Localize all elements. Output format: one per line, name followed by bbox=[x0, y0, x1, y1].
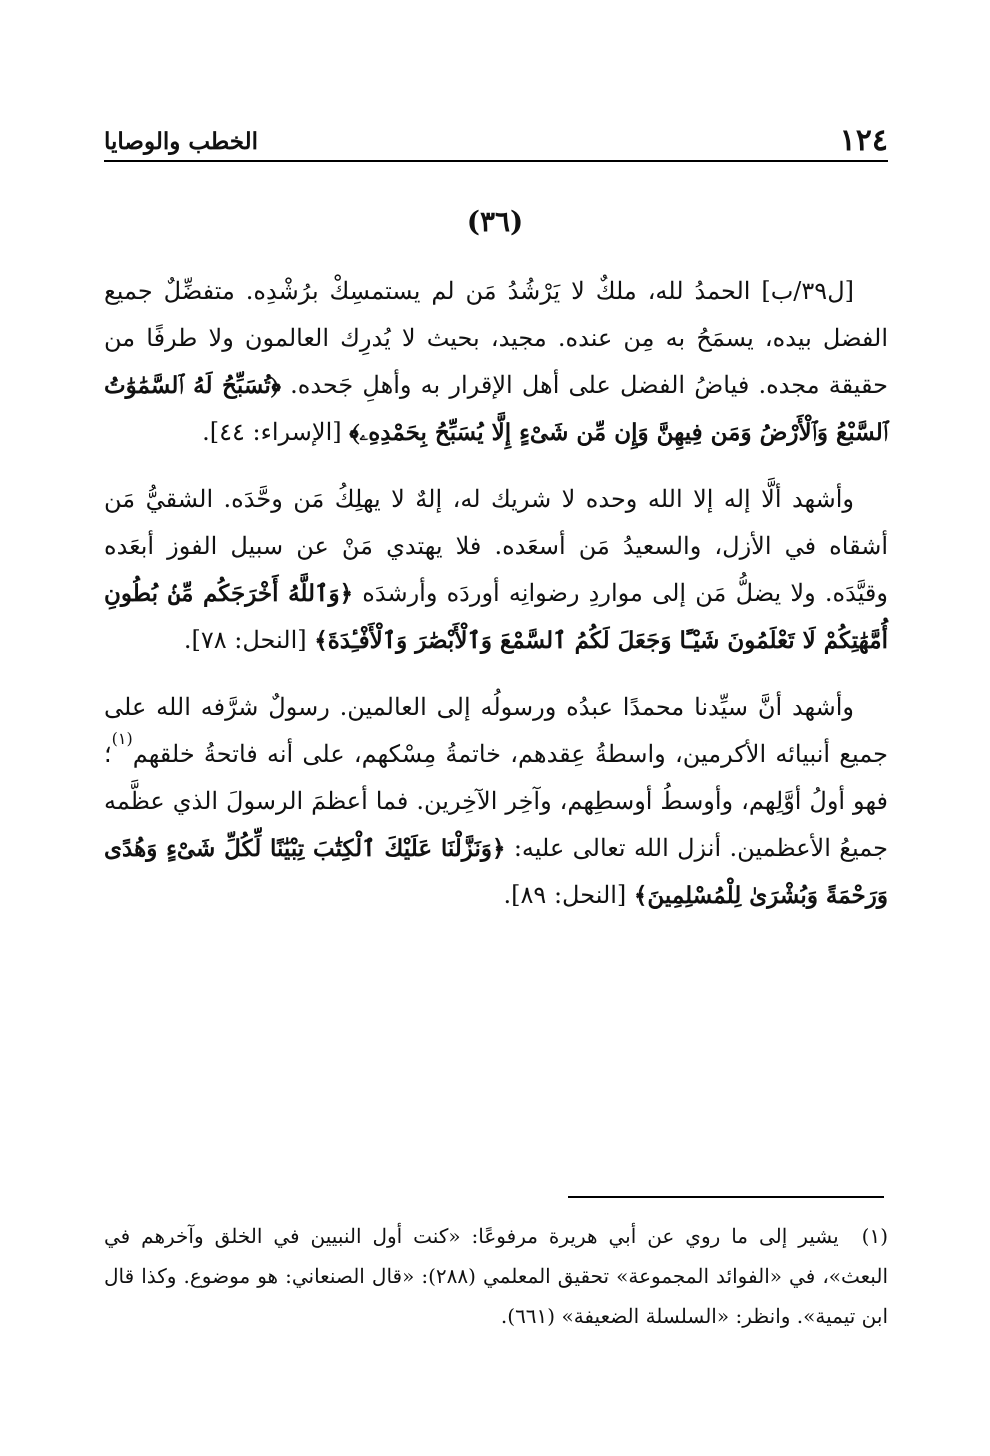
verse-reference-2: [النحل: ٧٨]. bbox=[183, 626, 307, 654]
section-number: (٣٦) bbox=[466, 205, 524, 238]
paragraph-2 bbox=[104, 476, 888, 664]
paragraph-2-text: وأشهد ألَّا إله إلا الله وحده لا شريك له، إلهٌ لا يهلِكُ مَن وحَّدَه. الشقيُّ مَن أشقاه في الأزل، والسعيدُ مَن أسعَده. فلا يهتدي مَنْ عن سبيل الفوز أبعَده وقيَّدَه. ولا يضلُّ مَن إلى مواردِ رضوانِه أوردَه وأرشدَه bbox=[104, 485, 888, 607]
quran-verse-2: ﴿وَٱللَّهُ أَخْرَجَكُم مِّنۢ بُطُونِ أُمَّهَٰتِكُمْ لَا تَعْلَمُونَ شَيْـًٔا وَجَعَلَ لَكُمُ ٱلسَّمْعَ وَٱلْأَبْصَٰرَ وَٱلْأَفْـِٔدَةَ﴾ bbox=[104, 580, 888, 654]
book-title: الخطب والوصايا bbox=[104, 128, 259, 155]
page-number: ١٢٤ bbox=[839, 123, 888, 158]
footnote-reference[interactable]: (١) bbox=[111, 729, 133, 748]
verse-reference-3: [النحل: ٨٩]. bbox=[503, 881, 627, 909]
header-rule bbox=[104, 160, 888, 162]
footnote bbox=[104, 1216, 888, 1336]
quran-verse-3: ﴿وَنَزَّلْنَا عَلَيْكَ ٱلْكِتَٰبَ تِبْيَٰنًا لِّكُلِّ شَىْءٍ وَهُدًى وَرَحْمَةً وَبُشْرَىٰ لِلْمُسْلِمِينَ﴾ bbox=[104, 835, 888, 909]
footnote-marker: (١) bbox=[861, 1224, 888, 1248]
paragraph-3-text-after: ؛ فهو أولُ أوَّلِهم، وأوسطُ أوسطِهم، وآخِر الآخِرين. فما أعظمَ الرسولَ الذي عظَّمه جميعُ الأعظمين. أنزل الله تعالى عليه: bbox=[104, 740, 888, 862]
running-header bbox=[104, 123, 888, 160]
footnote-text: يشير إلى ما روي عن أبي هريرة مرفوعًا: «كنت أول النبيين في الخلق وآخرهم في البعث»، في «الفوائد المجموعة» تحقيق المعلمي (٢٨٨): «قال الصنعاني: هو موضوع. وكذا قال ابن تيمية». وانظر: «السلسلة الضعيفة» (٦٦١). bbox=[104, 1224, 888, 1328]
main-text bbox=[104, 268, 888, 939]
quran-verse-1: ﴿تُسَبِّحُ لَهُ ٱلسَّمَٰوَٰتُ ٱلسَّبْعُ وَٱلْأَرْضُ وَمَن فِيهِنَّ وَإِن مِّن شَىْءٍ إِلَّا يُسَبِّحُ بِحَمْدِهِۦ﴾ bbox=[104, 372, 888, 446]
paragraph-1 bbox=[104, 268, 888, 456]
paragraph-3-text-before: وأشهد أنَّ سيِّدنا محمدًا عبدُه ورسولُه إلى العالمين. رسولٌ شرَّفه الله على جميع أنبيائه الأكرمين، واسطةُ عِقدهم، خاتمةُ مِسْكهم، على أنه فاتحةُ خلقهم bbox=[104, 693, 888, 768]
footnote-divider bbox=[568, 1196, 884, 1198]
paragraph-1-text: [ل٣٩/ب] الحمدُ لله، ملكٌ لا يَرْشُدُ مَن لم يستمسِكْ برُشْدِه. متفضِّلٌ جميع الفضل بيده، يسمَحُ به مِن عنده. مجيد، بحيث لا يُدرِك العالمون ولا طرفًا من حقيقة مجده. فياضُ الفضل على أهل الإقرار به وأهلِ جَحده. bbox=[104, 277, 888, 399]
verse-reference-1: [الإسراء: ٤٤]. bbox=[202, 418, 342, 446]
paragraph-3 bbox=[104, 684, 888, 919]
